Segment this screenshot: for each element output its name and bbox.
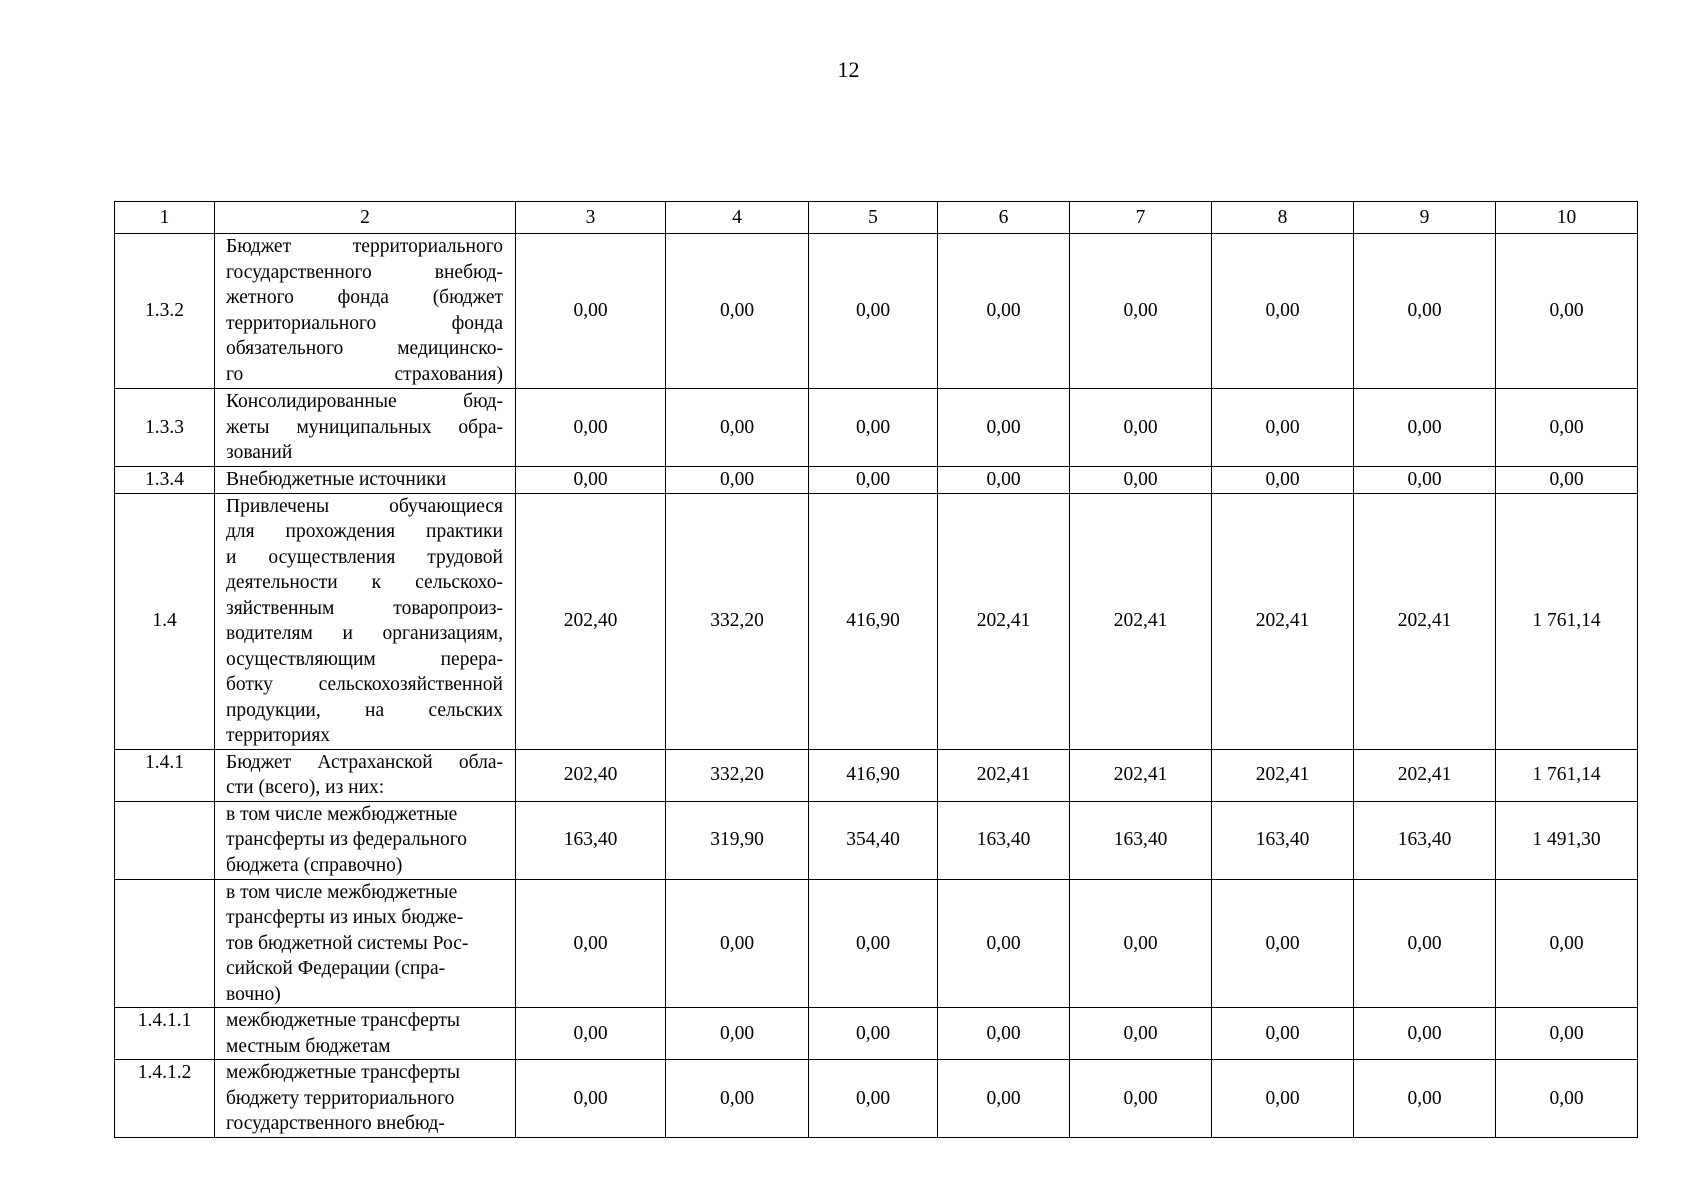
value-cell: 163,40 bbox=[1070, 801, 1212, 879]
row-name-line: в том числе межбюджетные bbox=[226, 803, 458, 825]
value-cell: 0,00 bbox=[938, 234, 1070, 389]
row-name-line: бюджета (справочно) bbox=[226, 854, 403, 876]
value-cell: 0,00 bbox=[516, 234, 666, 389]
value-cell: 0,00 bbox=[1070, 1060, 1212, 1138]
value-cell: 0,00 bbox=[1070, 1008, 1212, 1060]
value-cell: 1 761,14 bbox=[1496, 493, 1638, 749]
row-name-line: Бюджет Астраханской обла- bbox=[226, 751, 503, 773]
column-number: 1 bbox=[115, 202, 215, 234]
value-cell: 332,20 bbox=[666, 749, 809, 801]
value-cell: 0,00 bbox=[809, 879, 938, 1008]
value-cell: 0,00 bbox=[1070, 879, 1212, 1008]
value-cell: 0,00 bbox=[516, 389, 666, 467]
value-cell: 0,00 bbox=[1354, 389, 1496, 467]
value-cell: 0,00 bbox=[516, 879, 666, 1008]
row-name bbox=[215, 493, 516, 749]
row-name-line: трансферты из федерального bbox=[226, 829, 468, 850]
value-cell: 0,00 bbox=[938, 879, 1070, 1008]
value-cell: 0,00 bbox=[1354, 1008, 1496, 1060]
row-name-line: жетного фонда (бюджет bbox=[226, 287, 503, 308]
row-name-line: территориях bbox=[226, 725, 331, 746]
value-cell: 354,40 bbox=[809, 801, 938, 879]
row-name-line: продукции, на сельских bbox=[226, 699, 503, 721]
value-cell: 202,41 bbox=[1354, 749, 1496, 801]
value-cell: 0,00 bbox=[1496, 879, 1638, 1008]
row-name bbox=[215, 467, 516, 494]
row-name bbox=[215, 1008, 516, 1060]
table-row bbox=[115, 493, 1638, 749]
value-cell: 202,41 bbox=[938, 493, 1070, 749]
value-cell: 0,00 bbox=[1496, 234, 1638, 389]
value-cell: 0,00 bbox=[516, 467, 666, 494]
row-name-line: го страхования) bbox=[226, 363, 503, 385]
row-name-line: вочно) bbox=[226, 983, 281, 1005]
value-cell: 163,40 bbox=[938, 801, 1070, 879]
row-code: 1.4.1.2 bbox=[115, 1060, 215, 1138]
value-cell: 1 491,30 bbox=[1496, 801, 1638, 879]
row-name-line: обязательного медицинско- bbox=[226, 338, 503, 359]
row-name-line: ботку сельскохозяйственной bbox=[226, 674, 503, 695]
row-name-line: зяйственным товаропроиз- bbox=[226, 597, 503, 619]
value-cell: 202,41 bbox=[938, 749, 1070, 801]
value-cell: 0,00 bbox=[938, 389, 1070, 467]
row-code: 1.3.3 bbox=[115, 389, 215, 467]
value-cell: 0,00 bbox=[1070, 389, 1212, 467]
page-number: 12 bbox=[837, 57, 860, 82]
value-cell: 0,00 bbox=[1212, 467, 1354, 494]
row-name-line: сти (всего), из них: bbox=[226, 777, 385, 798]
value-cell: 0,00 bbox=[1354, 1060, 1496, 1138]
value-cell: 0,00 bbox=[666, 1008, 809, 1060]
value-cell: 202,40 bbox=[516, 749, 666, 801]
table-row bbox=[115, 1008, 1638, 1060]
column-number: 4 bbox=[666, 202, 809, 234]
row-name-line: местным бюджетам bbox=[226, 1035, 391, 1057]
row-code: 1.3.4 bbox=[115, 467, 215, 494]
row-name-line: бюджету территориального bbox=[226, 1087, 455, 1109]
table-row bbox=[115, 749, 1638, 801]
value-cell: 0,00 bbox=[809, 1060, 938, 1138]
value-cell: 0,00 bbox=[1496, 1008, 1638, 1060]
value-cell: 0,00 bbox=[938, 1060, 1070, 1138]
column-number-row bbox=[115, 202, 1638, 234]
value-cell: 0,00 bbox=[938, 1008, 1070, 1060]
row-name bbox=[215, 234, 516, 389]
row-name-line: Привлечены обучающиеся bbox=[226, 495, 503, 517]
value-cell: 202,41 bbox=[1212, 493, 1354, 749]
value-cell: 0,00 bbox=[516, 1060, 666, 1138]
row-code: 1.3.2 bbox=[115, 234, 215, 389]
column-number: 3 bbox=[516, 202, 666, 234]
row-name-line: осуществляющим перера- bbox=[226, 648, 503, 670]
value-cell: 0,00 bbox=[1070, 234, 1212, 389]
row-name-line: деятельности к сельскохо- bbox=[226, 572, 503, 593]
row-name-line: Консолидированные бюд- bbox=[226, 391, 503, 412]
value-cell: 0,00 bbox=[809, 389, 938, 467]
row-name bbox=[215, 801, 516, 879]
row-name-line: межбюджетные трансферты bbox=[226, 1062, 460, 1083]
value-cell: 202,40 bbox=[516, 493, 666, 749]
row-name-line: Бюджет территориального bbox=[226, 236, 503, 257]
value-cell: 163,40 bbox=[516, 801, 666, 879]
row-code bbox=[115, 801, 215, 879]
value-cell: 0,00 bbox=[1212, 234, 1354, 389]
value-cell: 0,00 bbox=[1354, 467, 1496, 494]
row-name-line: трансферты из иных бюдже- bbox=[226, 907, 464, 928]
value-cell: 0,00 bbox=[938, 467, 1070, 494]
value-cell: 202,41 bbox=[1212, 749, 1354, 801]
row-code bbox=[115, 879, 215, 1008]
column-number: 2 bbox=[215, 202, 516, 234]
value-cell: 0,00 bbox=[1212, 1008, 1354, 1060]
row-name bbox=[215, 389, 516, 467]
budget-table bbox=[114, 201, 1638, 1138]
row-code: 1.4 bbox=[115, 493, 215, 749]
row-name-line: в том числе межбюджетные bbox=[226, 881, 458, 903]
row-name bbox=[215, 1060, 516, 1138]
row-code: 1.4.1.1 bbox=[115, 1008, 215, 1060]
value-cell: 332,20 bbox=[666, 493, 809, 749]
row-name-line: сийской Федерации (спра- bbox=[226, 958, 446, 979]
value-cell: 0,00 bbox=[1212, 1060, 1354, 1138]
value-cell: 0,00 bbox=[1496, 1060, 1638, 1138]
value-cell: 0,00 bbox=[516, 1008, 666, 1060]
value-cell: 163,40 bbox=[1212, 801, 1354, 879]
value-cell: 202,41 bbox=[1354, 493, 1496, 749]
row-name bbox=[215, 879, 516, 1008]
table-body bbox=[115, 234, 1638, 1138]
row-name-line: территориального фонда bbox=[226, 312, 503, 334]
value-cell: 416,90 bbox=[809, 493, 938, 749]
value-cell: 1 761,14 bbox=[1496, 749, 1638, 801]
row-name-line: Внебюджетные источники bbox=[226, 469, 447, 490]
column-number: 9 bbox=[1354, 202, 1496, 234]
value-cell: 0,00 bbox=[1212, 879, 1354, 1008]
row-code: 1.4.1 bbox=[115, 749, 215, 801]
table-row bbox=[115, 1060, 1638, 1138]
table-row bbox=[115, 801, 1638, 879]
value-cell: 202,41 bbox=[1070, 749, 1212, 801]
value-cell: 319,90 bbox=[666, 801, 809, 879]
row-name-line: для прохождения практики bbox=[226, 521, 503, 542]
column-number: 6 bbox=[938, 202, 1070, 234]
column-number: 8 bbox=[1212, 202, 1354, 234]
column-number: 10 bbox=[1496, 202, 1638, 234]
table-row bbox=[115, 879, 1638, 1008]
value-cell: 0,00 bbox=[809, 1008, 938, 1060]
row-name-line: жеты муниципальных обра- bbox=[226, 416, 503, 438]
column-number: 5 bbox=[809, 202, 938, 234]
value-cell: 0,00 bbox=[1496, 467, 1638, 494]
value-cell: 0,00 bbox=[666, 1060, 809, 1138]
row-name-line: и осуществления трудовой bbox=[226, 546, 503, 568]
row-name-line: межбюджетные трансферты bbox=[226, 1010, 460, 1031]
table-row bbox=[115, 234, 1638, 389]
value-cell: 0,00 bbox=[666, 234, 809, 389]
value-cell: 0,00 bbox=[1212, 389, 1354, 467]
row-name-line: зований bbox=[226, 442, 293, 463]
value-cell: 0,00 bbox=[1354, 234, 1496, 389]
row-name-line: водителям и организациям, bbox=[226, 623, 503, 644]
value-cell: 0,00 bbox=[1354, 879, 1496, 1008]
value-cell: 202,41 bbox=[1070, 493, 1212, 749]
value-cell: 0,00 bbox=[809, 467, 938, 494]
value-cell: 0,00 bbox=[1496, 389, 1638, 467]
value-cell: 0,00 bbox=[666, 879, 809, 1008]
table-row bbox=[115, 467, 1638, 494]
value-cell: 0,00 bbox=[809, 234, 938, 389]
table-row bbox=[115, 389, 1638, 467]
row-name bbox=[215, 749, 516, 801]
value-cell: 0,00 bbox=[1070, 467, 1212, 494]
value-cell: 0,00 bbox=[666, 389, 809, 467]
column-number: 7 bbox=[1070, 202, 1212, 234]
row-name-line: тов бюджетной системы Рос- bbox=[226, 932, 469, 954]
value-cell: 416,90 bbox=[809, 749, 938, 801]
value-cell: 0,00 bbox=[666, 467, 809, 494]
row-name-line: государственного внебюд- bbox=[226, 1113, 445, 1134]
value-cell: 163,40 bbox=[1354, 801, 1496, 879]
row-name-line: государственного внебюд- bbox=[226, 261, 503, 283]
